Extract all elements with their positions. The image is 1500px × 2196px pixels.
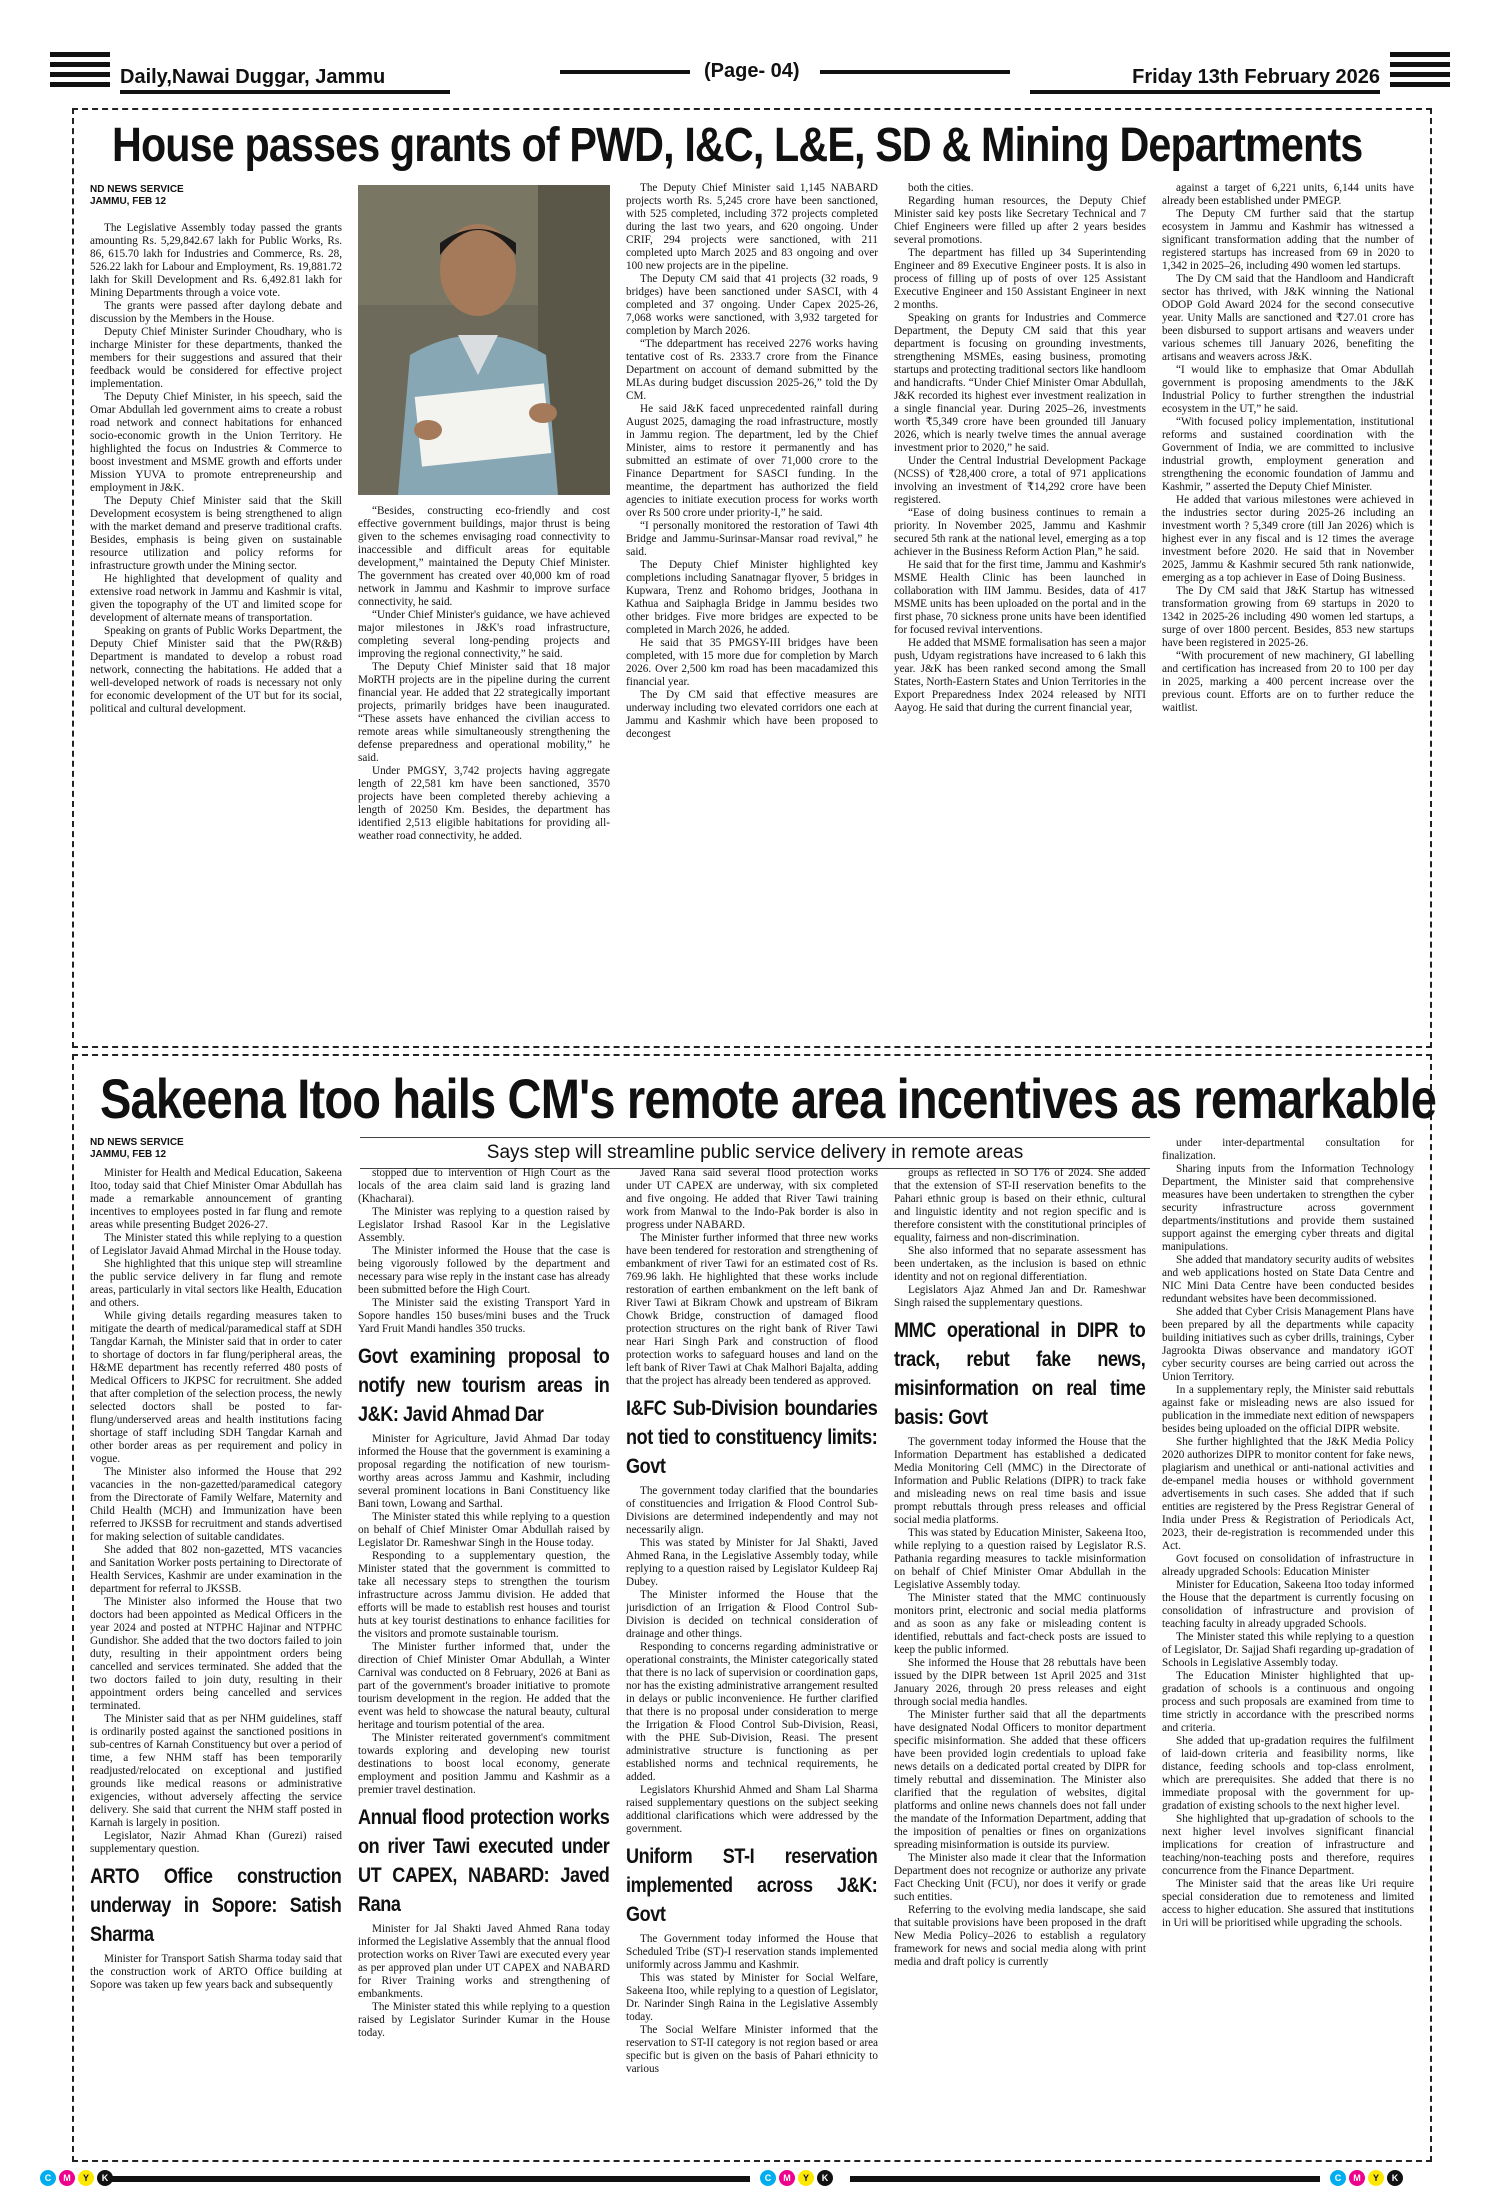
- paragraph: both the cities.: [908, 182, 974, 194]
- paragraph: “I would like to emphasize that Omar Abdullah government is proposing amendments to the J&K Industrial Policy to further strengthen the industrial ecosystem in the UT,” he said.: [1162, 364, 1414, 415]
- story1-byline-service: ND NEWS SERVICE: [90, 184, 184, 195]
- paragraph: The Minister also informed the House that two doctors had been appointed as Medical Officers in the year 2024 and posted at NTPHC Hajinar and NTPHC Gundishor. She added that the two doctors failed to join duty, resulting in their appointment orders being cancelled and services terminated. She added that the two doctors failed to join duty, resulting in their appointment orders being cancelled and services terminated.: [90, 1596, 342, 1712]
- cmyk-dot: M: [1349, 2170, 1365, 2186]
- cmyk-dot: C: [40, 2170, 56, 2186]
- masthead-rule-left: [120, 90, 450, 94]
- story1-headline: House passes grants of PWD, I&C, L&E, SD & Mining Departments: [112, 119, 1363, 172]
- cmyk-dot: C: [760, 2170, 776, 2186]
- paragraph: The Deputy CM further said that the startup ecosystem in Jammu and Kashmir has witnessed a significant transformation adding that the number of registered startups has increased from 69 in 2020 to 1,342 in 2025–26, including 490 women led startups.: [1162, 208, 1414, 272]
- paragraph: Legislators Ajaz Ahmed Jan and Dr. Rameshwar Singh raised the supplementary questions.: [894, 1284, 1146, 1309]
- paragraph: The Social Welfare Minister informed that the reservation to ST-II category is not region based or area specific but is given on the basis of Pahari ethnicity to various: [626, 2024, 878, 2075]
- paragraph: Sharing inputs from the Information Technology Department, the Minister said that comprehensive measures have been undertaken to strengthen the cyber security infrastructure across government departments/institutions and provide them sustained support against the emerging cyber threats and digital manipulations.: [1162, 1163, 1414, 1253]
- page-number: (Page- 04): [704, 60, 800, 82]
- paragraph: She added that Cyber Crisis Management Plans have been prepared by all the departments while capacity building initiatives such as cyber drills, trainings, Cyber Jagrookta Diwas observance and mandatory iGOT cyber security courses are being carried out across the Union Territory.: [1162, 1306, 1414, 1383]
- paragraph: The Deputy Chief Minister, in his speech, said the Omar Abdullah led government aims to create a robust road network and connect habitations for enhanced socio-economic growth in the Union Territory. He highlighted the focus on Industries & Commerce to boost investment and MSME growth and efforts under Mission YUVA to promote entrepreneurship and employment in J&K.: [90, 391, 342, 494]
- paragraph: “The ddepartment has received 2276 works having tentative cost of Rs. 2333.7 crore from the Finance Department on account of demand submitted by the MLAs during budget discussion 2025-26,” told the Dy CM.: [626, 338, 878, 402]
- paragraph: The Government today informed the House that Scheduled Tribe (ST)-I reservation stands implemented uniformly across Jammu and Kashmir.: [626, 1933, 878, 1971]
- subheadline: ARTO Office construction underway in Sopore: Satish Sharma: [90, 1865, 342, 1946]
- cmyk-dot: Y: [78, 2170, 94, 2186]
- paragraph: Legislator, Nazir Ahmad Khan (Gurezi) raised supplementary question.: [90, 1830, 342, 1855]
- issue-date: Friday 13th February 2026: [1132, 66, 1380, 88]
- paragraph: He added that MSME formalisation has seen a major push, Udyam registrations have increased to 6 lakh this year. J&K has been ranked second among the Small States, North-Eastern States and Union Territories in the Export Preparedness Index 2024 released by NITI Aayog. He said that during the current financial year,: [894, 637, 1146, 714]
- paragraph: She highlighted that this unique step will streamline the public service delivery in far flung and remote areas, particularly in vital sectors like Health, Education and others.: [90, 1258, 342, 1309]
- cmyk-dot: Y: [1368, 2170, 1384, 2186]
- paragraph: “Ease of doing business continues to remain a priority. In November 2025, Jammu and Kashmir secured 5th rank at the national level, emerging as a top achiever in the Business Reform Action Plan,” he said.: [894, 507, 1146, 558]
- paragraph: She also informed that no separate assessment has been undertaken, as the inclusion is based on ethnic identity and not on regional differentiation.: [894, 1245, 1146, 1283]
- masthead-stripes-left: [50, 52, 110, 86]
- paragraph: This was stated by Minister for Jal Shakti, Javed Ahmed Rana, in the Legislative Assembly today, while replying to a question raised by Legislator Kuldeep Raj Dubey.: [626, 1537, 878, 1588]
- paragraph: He said that 35 PMGSY-III bridges have been completed, with 15 more due for completion by March 2026. Over 2,500 km road has been macadamized this financial year.: [626, 637, 878, 688]
- paragraph: The Minister stated that the MMC continuously monitors print, electronic and social media platforms and as soon as any fake or misleading content is identified, rebuttals and fact-check posts are issued to keep the public informed.: [894, 1592, 1146, 1656]
- paragraph: Deputy Chief Minister Surinder Choudhary, who is incharge Minister for these departments, thanked the members for their suggestions and assured that their feedback would be considered for effective project implementation.: [90, 326, 342, 390]
- paragraph: The Deputy Chief Minister said that 18 major MoRTH projects are in the pipeline during the current financial year. He added that 22 strategically important projects, primarily bridges have been inaugurated. “These assets have enhanced the civilian access to remote areas while simultaneously strengthening the defense preparedness and operational mobility,” he said.: [358, 661, 610, 764]
- paragraph: Legislators Khurshid Ahmed and Sham Lal Sharma raised supplementary questions on the subject seeking additional clarifications which were addressed by the government.: [626, 1784, 878, 1835]
- story2-column-2: [358, 1167, 610, 2147]
- paragraph: The Dy CM said that effective measures are underway including two elevated corridors one each at Jammu and Kashmir which have been proposed to decongest: [626, 689, 878, 740]
- story2-byline: [90, 1137, 184, 1161]
- footer-rule-left: [110, 2176, 750, 2182]
- story2-column-3: [626, 1167, 878, 2147]
- masthead: [0, 0, 1500, 118]
- story2-column-5: [1162, 1137, 1414, 2147]
- cmyk-marks-right: [1330, 2170, 1403, 2186]
- paragraph: Minister for Transport Satish Sharma today said that the construction work of ARTO Office building at Sopore was taken up few years back and subsequently: [90, 1953, 342, 1991]
- story1-column-2: [358, 505, 610, 1035]
- story1-column-3: [626, 182, 878, 1034]
- paragraph: The Minister further said that all the departments have designated Nodal Officers to monitor department specific misinformation. She added that these officers have been provided login credentials to upload fake news details on a dedicated portal created by DIPR for timely rebuttal and dissemination. The Minister also clarified that the regulation of websites, digital platforms and online news channels does not fall under the mandate of the Information Department, adding that the imposition of penalties or fines on organizations spreading misinformation is outside its purview.: [894, 1709, 1146, 1851]
- paragraph: The Deputy Chief Minister said that the Skill Development ecosystem is being strengthened to align with the market demand and preserve traditional crafts. Besides, emphasis is being given on sustainable resource utilization and policy reforms for infrastructure growth under the Mining sector.: [90, 495, 342, 572]
- masthead-stripes-right: [1390, 52, 1450, 86]
- story2-column-4: [894, 1167, 1146, 2147]
- cmyk-dot: K: [97, 2170, 113, 2186]
- paragraph: The Education Minister highlighted that up-gradation of schools is a continuous and ongoing process and such proposals are examined from time to time strictly in accordance with the prescribed norms and criteria.: [1162, 1670, 1414, 1734]
- paragraph: He added that various milestones were achieved in the industries sector during 2025-26 including an investment worth ? 5,349 crore (till Jan 2026) which is highest ever in any fiscal and is 12 times the average investment before 2020. He said that in November 2025, Jammu & Kashmir secured 5th rank nationwide, emerging as a top achiever in Ease of Doing Business.: [1162, 494, 1414, 584]
- paragraph: The Dy CM said that the Handloom and Handicraft sector has thrived, with J&K winning the National ODOP Gold Award 2024 for the second consecutive year. Unity Malls are sanctioned and ₹27.01 crore has been disbursed to support artisans and weavers under various schemes till January 2026, benefiting the artisans and weavers across J&K.: [1162, 273, 1414, 363]
- paragraph: Regarding human resources, the Deputy Chief Minister said key posts like Secretary Technical and 7 Chief Engineers were filled up after 2 years besides several promotions.: [894, 195, 1146, 246]
- paragraph: Responding to concerns regarding administrative or operational constraints, the Minister categorically stated that there is no lack of supervision or coordination gaps, nor has the existing administrative arrangement resulted in delays or public inconvenience. He further clarified that there is no proposal under consideration to merge the Irrigation & Flood Control Sub-Division, Reasi, with the PHE Sub-Division, Reasi. The present administrative structure is functioning as per established norms and technical requirements, he added.: [626, 1641, 878, 1783]
- paragraph: Speaking on grants of Public Works Department, the Deputy Chief Minister said that the PW(R&B) Department is mandated to develop a robust road network, connecting the habitations. He added that a well-developed network of roads is necessary not only for economic development of the UT but for its social, political and cultural development.: [90, 625, 342, 715]
- paragraph: While giving details regarding measures taken to mitigate the dearth of medical/paramedical staff at SDH Tangdar Karnah, the Minister said that in order to cater to shortage of doctors in far flung/peripheral areas, the H&ME department has recently referred 480 posts of Medical Officers to JKPSC for recruitment. She added that after completion of the selection process, the newly selected doctors shall be posted to far-flung/underserved areas and health institutions facing shortage of staff including SDH Tangdar Karnah and other border areas as per requirement and policy in vogue.: [90, 1310, 342, 1465]
- cmyk-marks-center: [760, 2170, 833, 2186]
- paragraph: The Deputy Chief Minister highlighted key completions including Sanatnagar flyover, 5 bridges in Kupwara, Trenz and Rohomo bridges, Joothana in Kathua and Saiphagla Bridge in Jammu besides two other bridges. Five more bridges are expected to be completed in March 2026, he added.: [626, 559, 878, 636]
- subheadline: MMC operational in DIPR to track, rebut fake news, misinformation on real time basis: Govt: [894, 1319, 1146, 1429]
- paragraph: She highlighted that up-gradation of schools to the next higher level involves significant financial implications for creation of infrastructure and teaching/non-teaching posts and therefore, requires concurrence from the Finance Department.: [1162, 1813, 1414, 1877]
- paragraph: Govt focused on consolidation of infrastructure in already upgraded Schools: Education Minister: [1162, 1553, 1414, 1578]
- paragraph: The department has filled up 34 Superintending Engineer and 89 Executive Engineer posts. It is also in process of filling up of posts of over 125 Assistant Executive Engineer and 150 Assistant Engineer in next 2 months.: [894, 247, 1146, 311]
- cmyk-dot: M: [59, 2170, 75, 2186]
- paragraph: He highlighted that development of quality and extensive road network in Jammu and Kashmir is vital, given the topography of the UT and limited scope for development of alternate means of transportation.: [90, 573, 342, 624]
- paragraph: Minister for Agriculture, Javid Ahmad Dar today informed the House that the government is examining a proposal regarding the notification of new tourism-worthy areas across Jammu and Kashmir, including several prominent locations in Bani Constituency like Bani town, Lowang and Sarthal.: [358, 1433, 610, 1510]
- story1-column-4: [894, 182, 1146, 1034]
- paragraph: Javed Rana said several flood protection works under UT CAPEX are underway, with six completed and five ongoing. He added that River Tawi training work from Manwal to the Indo-Pak border is also in progress under NABARD.: [626, 1167, 878, 1231]
- paragraph: The grants were passed after daylong debate and discussion by the Members in the House.: [90, 300, 342, 325]
- paragraph: Speaking on grants for Industries and Commerce Department, the Deputy CM said that this year department is focusing on grounding investments, strengthening MSMEs, easing business, promoting startups and protecting traditional sectors like handloom and handicrafts. “Under Chief Minister Omar Abdullah, J&K recorded its highest ever investment realization in a single financial year. During 2025–26, investments worth ₹5,349 crore have been grounded till January 2026, which is nearly twelve times the annual average investment prior to 2020,” he said.: [894, 312, 1146, 454]
- paragraph: The government today clarified that the boundaries of constituencies and Irrigation & Flood Control Sub-Divisions are determined independently and may not necessarily align.: [626, 1485, 878, 1536]
- paragraph: “With procurement of new machinery, GI labelling and certification has increased from 20 to 100 per day in 2025, marking a 400 percent increase over the previous count. Efforts are on to further reduce the waitlist.: [1162, 650, 1414, 714]
- paragraph: The government today informed the House that the Information Department has established a dedicated Media Monitoring Cell (MMC) in the Directorate of Information and Public Relations (DIPR) to track fake and misleading news on real time basis and issue prompt rebuttals through press releases and official social media platforms.: [894, 1436, 1146, 1526]
- paragraph: Minister for Jal Shakti Javed Ahmed Rana today informed the Legislative Assembly that the annual flood protection works on River Tawi are executed every year as per approved plan under UT CAPEX and NABARD for River Training works and strengthening of embankments.: [358, 1923, 610, 2000]
- paragraph: The Minister further informed that, under the direction of Chief Minister Omar Abdullah, a Winter Carnival was conducted on 8 February, 2026 at Bani as part of the government's broader initiative to promote tourism development in the region. He added that the event was held to showcase the natural beauty, cultural heritage and tourism potential of the area.: [358, 1641, 610, 1731]
- paragraph: This was stated by Education Minister, Sakeena Itoo, while replying to a question raised by Legislator R.S. Pathania regarding measures to tackle misinformation on behalf of Chief Minister Omar Abdullah in the Legislative Assembly today.: [894, 1527, 1146, 1591]
- paragraph: The Deputy CM said that 41 projects (32 roads, 9 bridges) have been sanctioned under SASCI, with 4 completed and 37 ongoing. Under Capex 2025-26, 7,068 works were sanctioned, with 3,932 targeted for completion by March 2026.: [626, 273, 878, 337]
- paragraph: This was stated by Minister for Social Welfare, Sakeena Itoo, while replying to a question of Legislator, Dr. Narinder Singh Raina in the Legislative Assembly today.: [626, 1972, 878, 2023]
- paragraph: Minister for Health and Medical Education, Sakeena Itoo, today said that Chief Minister Omar Abdullah has made a remarkable announcement of granting incentives to employees posted in far flung and remote areas while presenting Budget 2026-27.: [90, 1167, 342, 1231]
- minister-photo-illustration: [358, 185, 610, 495]
- paragraph: against a target of 6,221 units, 6,144 units have already been established under PMEGP.: [1162, 182, 1414, 207]
- paragraph: She further highlighted that the J&K Media Policy 2020 authorizes DIPR to monitor content for fake news, plagiarism and unethical or anti-national activities and de-empanel media houses or withhold government advertisements in such cases. She added that if such entities are registered by the Press Registrar General of India under Press & Registration of Periodicals Act, 2023, their de-registration is recommended under this Act.: [1162, 1436, 1414, 1552]
- minister-photo: [358, 185, 610, 495]
- cmyk-dot: Y: [798, 2170, 814, 2186]
- story1-byline: [90, 184, 184, 208]
- paragraph: The Minister stated this while replying to a question of Legislator Javaid Ahmad Mirchal in the House today.: [90, 1232, 342, 1257]
- cmyk-dot: K: [817, 2170, 833, 2186]
- story1-column-1: [90, 222, 342, 1034]
- paragraph: He said that for the first time, Jammu and Kashmir's MSME Health Clinic has been launched in collaboration with IIM Jammu. Besides, data of 417 MSME units has been uploaded on the portal and in the first phase, 70 sickness prone units have been identified for focused revival interventions.: [894, 559, 1146, 636]
- footer-rule-right: [850, 2176, 1320, 2182]
- paragraph: The Minister stated this while replying to a question on behalf of Chief Minister Omar Abdullah raised by Legislator Dr. Rameshwar Singh in the House today.: [358, 1511, 610, 1549]
- paragraph: Under PMGSY, 3,742 projects having aggregate length of 22,581 km have been sanctioned, 3570 projects have been completed thereby achieving a length of 20250 Km. Besides, the department has identified 2,513 eligible habitations for providing all-weather road connectivity, he added.: [358, 765, 610, 842]
- paragraph: “Besides, constructing eco-friendly and cost effective government buildings, major thrust is being given to the schemes envisaging road connectivity to inaccessible and difficult areas for equitable development,” maintained the Deputy Chief Minister. The government has created over 40,000 km of road network in Jammu and Kashmir to improve surface connectivity, he said.: [358, 505, 610, 608]
- subheadline: Annual flood protection works on river Tawi executed under UT CAPEX, NABARD: Javed Rana: [358, 1806, 610, 1916]
- paragraph: The Dy CM said that J&K Startup has witnessed transformation growing from 69 startups in 2020 to 1342 in 2025-26 including 490 women led startups, a surge of over 1800 percent. Besides, 853 new startups have been registered in 2025-26.: [1162, 585, 1414, 649]
- paragraph: The Minister informed the House that the case is being vigorously followed by the department and necessary para wise reply in the instant case has already been submitted before the High Court.: [358, 1245, 610, 1296]
- story2-column-1: [90, 1167, 342, 2147]
- masthead-rule-mid-right: [820, 70, 1010, 74]
- paragraph: Responding to a supplementary question, the Minister stated that the government is committed to take all necessary steps to strengthen the tourism infrastructure across Jammu division. He added that efforts will be made to establish rest houses and tourist huts at key tourist destinations to enhance facilities for the visitors and promote sustainable tourism.: [358, 1550, 610, 1640]
- story1-column-5: [1162, 182, 1414, 1034]
- subheadline: Uniform ST-I reservation implemented across J&K: Govt: [626, 1845, 878, 1926]
- paragraph: groups as reflected in SO 176 of 2024. She added that the extension of ST-II reservation benefits to the Pahari ethnic group is based on their ethnic, cultural and linguistic identity and not region specific and is therefore consistent with the constitutional principles of equality, fairness and non-discrimination.: [894, 1167, 1146, 1244]
- paragraph: “With focused policy implementation, institutional reforms and sustained coordination with the Government of India, we are committed to inclusive industrial growth, employment generation and strengthening the economic foundation of Jammu and Kashmir, ” asserted the Deputy Chief Minister.: [1162, 416, 1414, 493]
- paragraph: The Minister was replying to a question raised by Legislator Irshad Rasool Kar in the Legislative Assembly.: [358, 1206, 610, 1244]
- paper-name: Daily,Nawai Duggar, Jammu: [120, 66, 386, 88]
- paragraph: In a supplementary reply, the Minister said rebuttals against fake or misleading news are also issued for publication in the immediate next edition of newspapers besides being uploaded on the official DIPR website.: [1162, 1384, 1414, 1435]
- cmyk-dot: K: [1387, 2170, 1403, 2186]
- paragraph: The Minister said that the areas like Uri require special consideration due to remoteness and limited access to higher education. She assured that institutions in Uri will be prioritised while upgrading the schools.: [1162, 1878, 1414, 1929]
- paragraph: under inter-departmental consultation for finalization.: [1162, 1137, 1414, 1162]
- subheadline: I&FC Sub-Division boundaries not tied to constituency limits: Govt: [626, 1397, 878, 1478]
- paragraph: The Minister said the existing Transport Yard in Sopore handles 150 buses/mini buses and the Truck Yard Fruit Mandi handles 350 trucks.: [358, 1297, 610, 1335]
- story2-byline-service: ND NEWS SERVICE: [90, 1137, 184, 1148]
- paragraph: The Minister also made it clear that the Information Department does not recognize or authorize any private Fact Checking Unit (FCU), nor does it verify or grade such entities.: [894, 1852, 1146, 1903]
- paragraph: stopped due to intervention of High Court as the locals of the area claim said land is grazing land (Khacharai).: [358, 1167, 610, 1205]
- paragraph: The Minister further informed that three new works have been tendered for restoration and strengthening of embankment of river Tawi for an estimated cost of Rs. 769.96 lakh. He highlighted that these works include restoration of earthen embankment on the left bank of River Tawi at Bikram Chowk and upstream of Bikram Chowk Bridge, construction of damaged flood protection structures on the right bank of River Tawi near Hari Singh Park and construction of flood protection works to safeguard houses and land on the left bank of River Tawi at Chak Malhori Bajalta, adding that the project has already been tendered as approved.: [626, 1232, 878, 1387]
- paragraph: “I personally monitored the restoration of Tawi 4th Bridge and Jammu-Surinsar-Mansar road revival,” he said.: [626, 520, 878, 558]
- paragraph: The Legislative Assembly today passed the grants amounting Rs. 5,29,842.67 lakh for Public Works, Rs. 86, 615.70 lakh for Industries and Commerce, Rs. 28, 526.22 lakh for Labour and Employment, Rs. 19,881.72 lakh for Skill Development and Rs. 6,492.81 lakh for Mining Departments through a voice vote.: [90, 222, 342, 299]
- paragraph: The Deputy Chief Minister said 1,145 NABARD projects worth Rs. 5,245 crore have been sanctioned, with 525 completed, including 372 projects completed during the last two years, and 620 ongoing. Under CRIF, 294 projects were sanctioned, with 211 completed upto March 2025 and 83 ongoing and over 100 new projects are in the pipeline.: [626, 182, 878, 272]
- paragraph: The Minister said that as per NHM guidelines, staff is ordinarily posted against the sanctioned positions in sub-centres of Karnah Constituency but over a period of time, a few NHM staff has been temporarily readjusted/relocated on exceptional and justified grounds like medical reasons or administrative exigencies, without adversely affecting the service delivery. She said that current the NHM staff posted in Karnah is largely in position.: [90, 1713, 342, 1829]
- cmyk-dot: C: [1330, 2170, 1346, 2186]
- paragraph: The Minister stated this while replying to a question raised by Legislator Surinder Kumar in the House today.: [358, 2001, 610, 2039]
- paragraph: “Under Chief Minister's guidance, we have achieved major milestones in J&K's road infrastructure, completing several long-pending projects and improving the regional connectivity,” he said.: [358, 609, 610, 660]
- paragraph: She added that 802 non-gazetted, MTS vacancies and Sanitation Worker posts pertaining to Directorate of Health Services, Kashmir are under examination in the department for referral to JKSSB.: [90, 1544, 342, 1595]
- story2-byline-dateline: JAMMU, FEB 12: [90, 1149, 167, 1160]
- paragraph: Minister for Education, Sakeena Itoo today informed the House that the department is currently focusing on consolidation of infrastructure and provision of teaching faculty in already upgraded Schools.: [1162, 1579, 1414, 1630]
- cmyk-marks-left: [40, 2170, 113, 2186]
- paragraph: The Minister also informed the House that 292 vacancies in the non-gazetted/paramedical category from the Directorate of Family Welfare, Maternity and Child Health (MCH) and Immunization have been referred to JKSSB for recruitment and stands advertised for making selection of suitable candidates.: [90, 1466, 342, 1543]
- paragraph: Under the Central Industrial Development Package (NCSS) of ₹28,400 crore, a total of 971 applications involving an investment of ₹14,292 crore have been registered.: [894, 455, 1146, 506]
- paragraph: Referring to the evolving media landscape, she said that suitable provisions have been proposed in the draft New Media Policy–2026 to establish a regulatory framework for news and social media along with print media and draft policy is currently: [894, 1904, 1146, 1968]
- paragraph: The Minister reiterated government's commitment towards exploring and developing new tourist destinations to boost local economy, generate employment and position Jammu and Kashmir as a premier travel destination.: [358, 1732, 610, 1796]
- paragraph: The Minister stated this while replying to a question of Legislator, Dr. Sajjad Shafi regarding up-gradation of Schools in Legislative Assembly today.: [1162, 1631, 1414, 1669]
- story2-headline: Sakeena Itoo hails CM's remote area incentives as remarkable: [100, 1067, 1437, 1130]
- subheadline: Govt examining proposal to notify new tourism areas in J&K: Javid Ahmad Dar: [358, 1345, 610, 1426]
- cmyk-dot: M: [779, 2170, 795, 2186]
- masthead-rule-right: [1030, 90, 1380, 94]
- paragraph: She informed the House that 28 rebuttals have been issued by the DIPR between 1st April 2025 and 31st January 2026, through 20 press releases and eight through social media handles.: [894, 1657, 1146, 1708]
- paragraph: She added that mandatory security audits of websites and web applications hosted on State Data Centre and NIC Mini Data Centre have been conducted besides redundant websites have been decommissioned.: [1162, 1254, 1414, 1305]
- story1-byline-dateline: JAMMU, FEB 12: [90, 196, 167, 207]
- paragraph: He said J&K faced unprecedented rainfall during August 2025, damaging the road infrastructure, mostly in Jammu region. The department, led by the Chief Minister, aims to restore it permanently and has submitted an estimate of over 71,000 crore to the Finance Department for SASCI funding. In the meantime, the department has authorized the field agencies to initiate execution process for works worth over Rs 500 crore under priority-I,” he said.: [626, 403, 878, 519]
- paragraph: She added that up-gradation requires the fulfilment of laid-down criteria and feasibility norms, like distance, feeding schools and top-class enrolment, which are prerequisites. She added that there is no immediate proposal with the government for up-gradation of existing schools to the next higher level.: [1162, 1735, 1414, 1812]
- paragraph: The Minister informed the House that the jurisdiction of an Irrigation & Flood Control Sub-Division is decided on technical consideration of drainage and other things.: [626, 1589, 878, 1640]
- masthead-rule-mid-left: [560, 70, 690, 74]
- story2-kicker: Says step will streamline public service delivery in remote areas: [360, 1137, 1150, 1169]
